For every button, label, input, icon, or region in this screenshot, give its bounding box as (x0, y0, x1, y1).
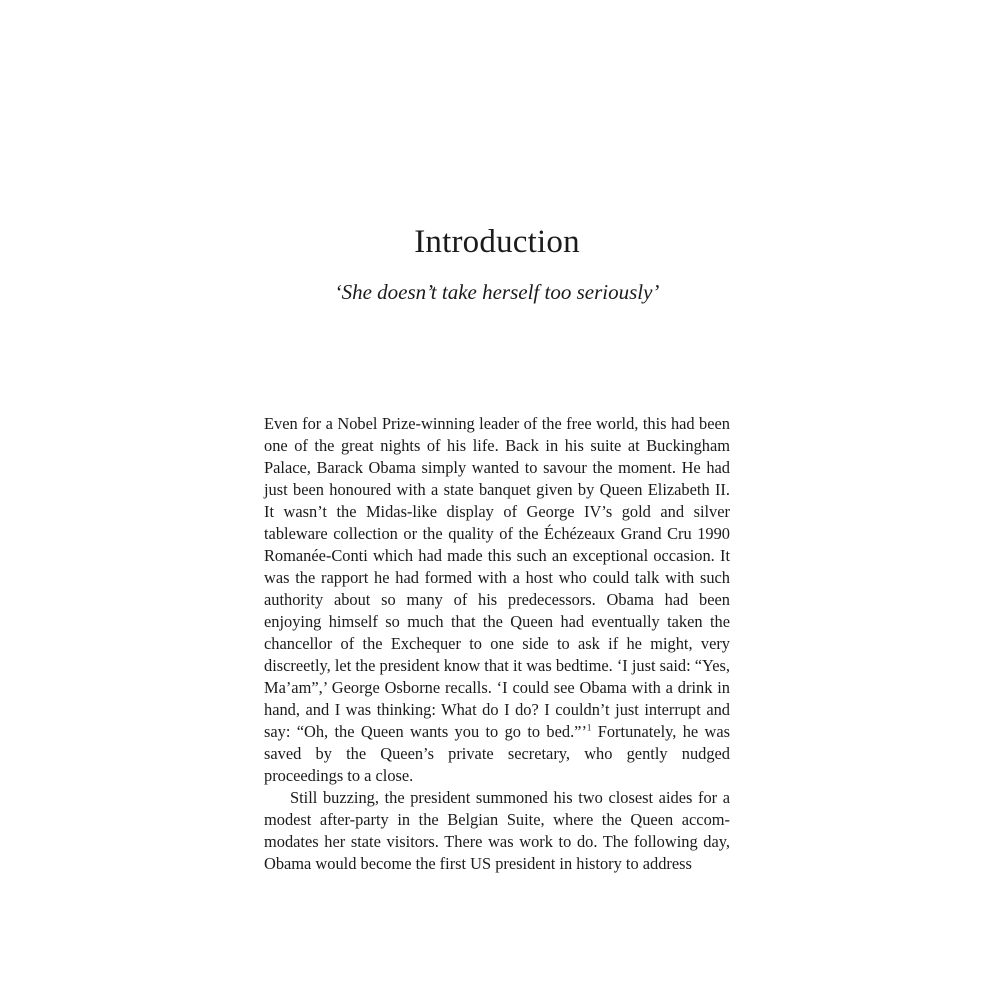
body-text (264, 413, 730, 875)
paragraph-1 (264, 413, 730, 787)
chapter-epigraph: ‘She doesn’t take herself too seriously’ (334, 280, 660, 304)
footnote-marker: 1 (586, 722, 592, 733)
chapter-title: Introduction (414, 224, 580, 260)
paragraph-2: Still buzzing, the president summoned his two closest aides for a modest after-party in the Belgian Suite, where the Queen accommodates her state visitors. There was work to do. The following day, Obama would become the first US president in history to address (264, 788, 730, 873)
paragraph-1-continuation: Fortunately, he was saved by the Queen’s private secretary, who gently nudged proceedings to a close. (264, 722, 730, 785)
paragraph-1-text: Even for a Nobel Prize-winning leader of the free world, this had been one of the great nights of his life. Back in his suite at Buckingham Palace, Barack Obama simply wanted to savour the moment. He had just been honoured with a state banquet given by Queen Elizabeth II. It wasn’t the Midas-like display of George IV’s gold and silver tableware collection or the quality of the Échézeaux Grand Cru 1990 Romanée-Conti which had made this such an exceptional occasion. It was the rapport he had formed with a host who could talk with such authority about so many of his predecessors. Obama had been enjoying himself so much that the Queen had eventually taken the chancellor of the Exchequer to one side to ask if he might, very discreetly, let the president know that it was bedtime. ‘I just said: “Yes, Ma’am”,’ George Osborne recalls. ‘I could see Obama with a drink in hand, and I was thinking: What do I do? I couldn’t just interrupt and say: “Oh, the Queen wants you to go to bed.”’ (264, 414, 730, 741)
